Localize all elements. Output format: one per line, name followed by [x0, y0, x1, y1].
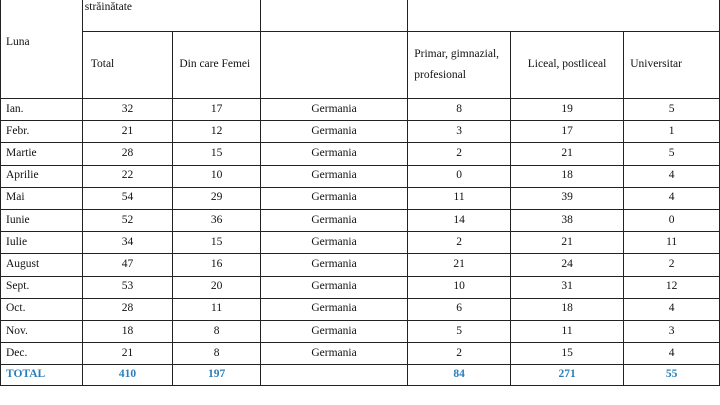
cell-total: 34 — [82, 232, 173, 254]
cell-femei: 8 — [173, 320, 261, 342]
header-tara-empty — [260, 32, 407, 99]
header-universitar: Universitar — [624, 32, 720, 99]
cell-liceal: 39 — [510, 187, 623, 209]
cell-tara: Germania — [260, 143, 407, 165]
header-primar: Primar, gimnazial, profesional — [408, 32, 511, 99]
cell-femei: 17 — [173, 99, 261, 121]
cell-total: 21 — [82, 343, 173, 365]
cell-liceal: 15 — [510, 343, 623, 365]
cell-femei: 8 — [173, 343, 261, 365]
cell-univ: 2 — [624, 254, 720, 276]
cell-total: 22 — [82, 165, 173, 187]
table-row — [1, 254, 720, 276]
header-femei: Din care Femei — [173, 32, 261, 99]
cell-liceal: 38 — [510, 209, 623, 231]
cell-univ: 12 — [624, 276, 720, 298]
cell-liceal: 19 — [510, 99, 623, 121]
cell-liceal: 18 — [510, 165, 623, 187]
cell-luna: Martie — [1, 143, 83, 165]
cell-primar: 2 — [408, 143, 511, 165]
table-row — [1, 99, 720, 121]
cell-femei: 12 — [173, 121, 261, 143]
total-total: 410 — [82, 365, 173, 386]
cell-liceal: 31 — [510, 276, 623, 298]
cell-liceal: 17 — [510, 121, 623, 143]
table-row — [1, 187, 720, 209]
cell-luna: Iunie — [1, 209, 83, 231]
table-row — [1, 298, 720, 320]
header-solicitanti: străinătate — [82, 0, 260, 32]
cell-primar: 10 — [408, 276, 511, 298]
table-row — [1, 232, 720, 254]
cell-univ: 5 — [624, 143, 720, 165]
cell-luna: August — [1, 254, 83, 276]
cell-univ: 5 — [624, 99, 720, 121]
cell-liceal: 18 — [510, 298, 623, 320]
total-univ: 55 — [624, 365, 720, 386]
cell-total: 28 — [82, 143, 173, 165]
cell-luna: Aprilie — [1, 165, 83, 187]
cell-liceal: 21 — [510, 232, 623, 254]
cell-femei: 15 — [173, 232, 261, 254]
header-total: Total — [82, 32, 173, 99]
cell-femei: 36 — [173, 209, 261, 231]
cell-primar: 6 — [408, 298, 511, 320]
cell-luna: Febr. — [1, 121, 83, 143]
cell-liceal: 24 — [510, 254, 623, 276]
header-row-2 — [1, 32, 720, 99]
table-row — [1, 343, 720, 365]
cell-femei: 10 — [173, 165, 261, 187]
cell-total: 21 — [82, 121, 173, 143]
cell-univ: 1 — [624, 121, 720, 143]
cell-luna: Oct. — [1, 298, 83, 320]
cell-tara: Germania — [260, 232, 407, 254]
cell-primar: 2 — [408, 232, 511, 254]
cell-tara: Germania — [260, 187, 407, 209]
cell-univ: 3 — [624, 320, 720, 342]
header-row-1 — [1, 0, 720, 32]
cell-luna: Sept. — [1, 276, 83, 298]
cell-femei: 29 — [173, 187, 261, 209]
cell-primar: 3 — [408, 121, 511, 143]
cell-univ: 0 — [624, 209, 720, 231]
cell-univ: 4 — [624, 187, 720, 209]
cell-total: 53 — [82, 276, 173, 298]
table-row — [1, 121, 720, 143]
total-liceal: 271 — [510, 365, 623, 386]
cell-tara: Germania — [260, 121, 407, 143]
header-nivel — [408, 0, 720, 32]
cell-total: 52 — [82, 209, 173, 231]
cell-univ: 4 — [624, 298, 720, 320]
table-row — [1, 320, 720, 342]
cell-tara: Germania — [260, 343, 407, 365]
cell-total: 18 — [82, 320, 173, 342]
total-row — [1, 365, 720, 386]
cell-total: 54 — [82, 187, 173, 209]
total-femei: 197 — [173, 365, 261, 386]
header-liceal: Liceal, postliceal — [510, 32, 623, 99]
table-row — [1, 209, 720, 231]
cell-femei: 11 — [173, 298, 261, 320]
cell-tara: Germania — [260, 298, 407, 320]
cell-primar: 8 — [408, 99, 511, 121]
cell-tara: Germania — [260, 254, 407, 276]
cell-tara: Germania — [260, 99, 407, 121]
cell-primar: 21 — [408, 254, 511, 276]
cell-primar: 5 — [408, 320, 511, 342]
cell-tara: Germania — [260, 320, 407, 342]
cell-tara: Germania — [260, 276, 407, 298]
cell-luna: Ian. — [1, 99, 83, 121]
cell-tara: Germania — [260, 209, 407, 231]
table-row — [1, 143, 720, 165]
cell-luna: Iulie — [1, 232, 83, 254]
cell-liceal: 11 — [510, 320, 623, 342]
total-luna: TOTAL — [1, 365, 83, 386]
header-luna: Luna — [1, 0, 83, 99]
cell-luna: Mai — [1, 187, 83, 209]
cell-primar: 14 — [408, 209, 511, 231]
cell-primar: 0 — [408, 165, 511, 187]
cell-femei: 20 — [173, 276, 261, 298]
cell-total: 28 — [82, 298, 173, 320]
cell-total: 32 — [82, 99, 173, 121]
cell-liceal: 21 — [510, 143, 623, 165]
cell-femei: 15 — [173, 143, 261, 165]
table-row — [1, 165, 720, 187]
header-tara — [260, 0, 407, 32]
cell-univ: 4 — [624, 343, 720, 365]
table-row — [1, 276, 720, 298]
cell-luna: Nov. — [1, 320, 83, 342]
cell-luna: Dec. — [1, 343, 83, 365]
cell-univ: 11 — [624, 232, 720, 254]
total-empty — [260, 365, 407, 386]
cell-primar: 11 — [408, 187, 511, 209]
total-primar: 84 — [408, 365, 511, 386]
cell-primar: 2 — [408, 343, 511, 365]
cell-femei: 16 — [173, 254, 261, 276]
cell-tara: Germania — [260, 165, 407, 187]
cell-univ: 4 — [624, 165, 720, 187]
cell-total: 47 — [82, 254, 173, 276]
